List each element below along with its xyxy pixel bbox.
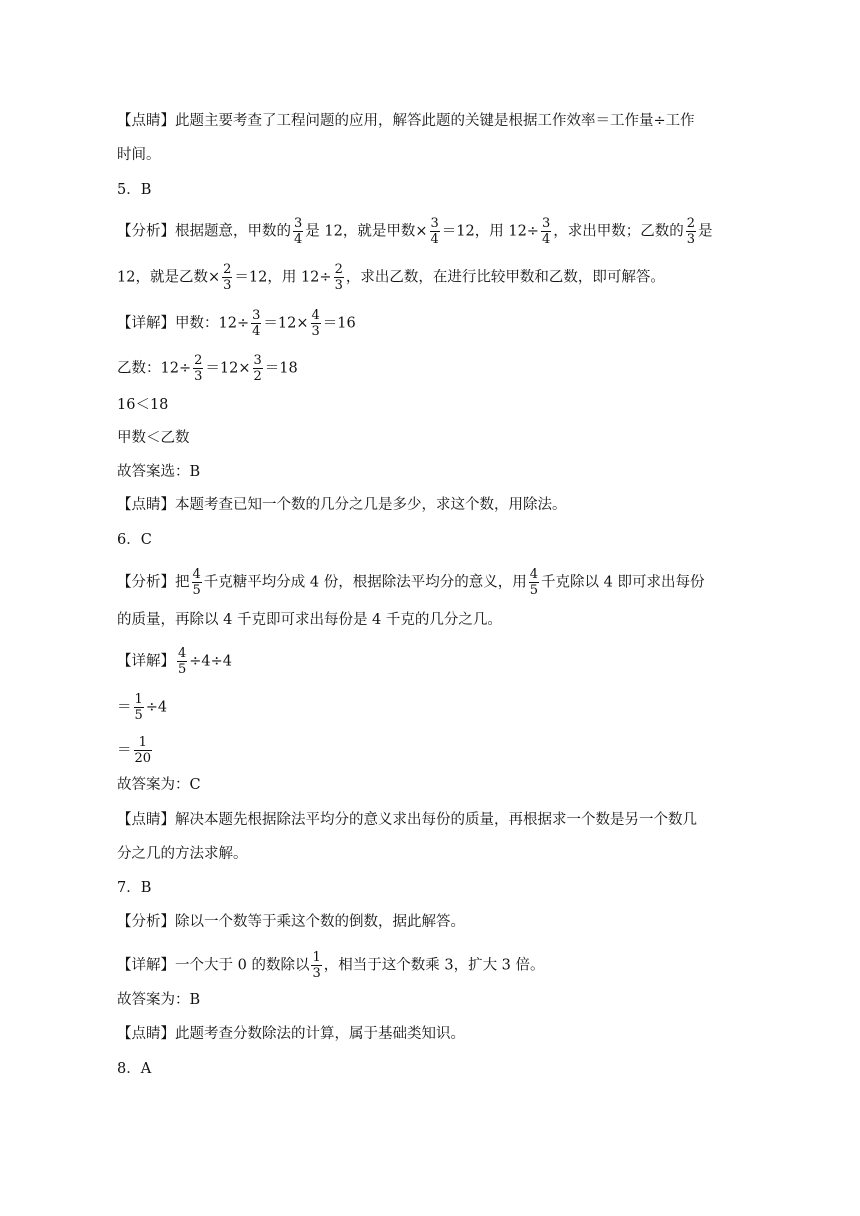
q5-fx2-c: ，求出乙数，在进行比较甲数和乙数，即可解答。 [345, 269, 665, 286]
numerator: 2 [223, 262, 232, 277]
q5-fx2-b: ＝12，用 12÷ [234, 269, 332, 286]
q6-xiangjie-line [117, 646, 232, 677]
denominator: 5 [178, 662, 187, 677]
fraction-4-5 [177, 646, 187, 677]
denominator: 5 [192, 583, 201, 598]
q5-fx-c: ＝12，用 12÷ [441, 223, 539, 240]
q5-answer: 故答案选：B [117, 464, 201, 480]
fraction-2-3 [334, 262, 344, 293]
q4-dianjing-line2: 时间。 [117, 147, 161, 163]
q7-xiangjie-line [117, 950, 545, 981]
fraction-4-5 [192, 567, 202, 598]
q5-yi-a: 乙数：12÷ [117, 360, 192, 377]
q7-heading: 7．B [117, 880, 152, 896]
q5-fx-b: 是 12，就是甲数× [305, 223, 428, 240]
fraction-1-5 [134, 692, 144, 723]
fraction-1-20 [134, 735, 153, 766]
numerator: 2 [194, 353, 203, 368]
q5-yi-line [117, 353, 298, 384]
q6-fx-c: 千克除以 4 即可求出每份 [541, 574, 705, 591]
q5-compare: 16＜18 [117, 397, 169, 413]
q5-fenxi-line1 [117, 216, 713, 247]
q6-dianjing-line2: 分之几的方法求解。 [117, 846, 248, 862]
fraction-2-3 [193, 353, 203, 384]
denominator: 3 [312, 966, 321, 981]
tag-xiangjie: 【详解】 [117, 315, 175, 332]
tag-xiangjie: 【详解】 [117, 653, 175, 670]
q5-fenxi-line2 [117, 262, 665, 293]
denominator: 3 [311, 324, 320, 339]
q5-xiangjie-line [117, 308, 356, 339]
q6-fx-a: 把 [175, 574, 190, 591]
fraction-3-4 [293, 216, 303, 247]
denominator: 4 [541, 232, 551, 247]
q6-fx-b: 千克糖平均分成 4 份，根据除法平均分的意义，用 [203, 574, 527, 591]
tag-fenxi: 【分析】 [117, 574, 175, 591]
fraction-3-4 [541, 216, 551, 247]
q6-step2-tail: ÷4 [145, 699, 168, 716]
fraction-1-3 [311, 950, 321, 981]
q6-dianjing-text1: 解决本题先根据除法平均分的意义求出每份的质量，再根据求一个数是另一个数几 [175, 812, 697, 828]
numerator: 2 [686, 216, 696, 231]
denominator: 3 [223, 278, 232, 293]
tag-dianjing: 【点睛】 [117, 113, 175, 129]
numerator: 1 [138, 735, 147, 750]
tag-fenxi: 【分析】 [117, 223, 175, 240]
numerator: 4 [529, 567, 539, 582]
fraction-4-3 [311, 308, 321, 339]
q5-dianjing [117, 495, 567, 515]
denominator: 3 [686, 232, 696, 247]
q5-xj-c: ＝16 [322, 315, 356, 332]
fraction-4-5 [529, 567, 539, 598]
q5-fx-e: 是 [698, 223, 713, 240]
q5-heading: 5．B [117, 182, 152, 198]
equals-sign: ＝ [117, 742, 132, 759]
fraction-3-4 [430, 216, 440, 247]
denominator: 3 [194, 369, 203, 384]
q6-fenxi-line1 [117, 567, 704, 598]
numerator: 4 [178, 646, 187, 661]
numerator: 2 [334, 262, 343, 277]
numerator: 3 [294, 216, 303, 231]
fraction-2-3 [686, 216, 696, 247]
q6-heading: 6．C [117, 532, 152, 548]
q4-dianjing-text1: 此题主要考查了工程问题的应用，解答此题的关键是根据工作效率＝工作量÷工作 [175, 113, 695, 129]
q4-dianjing-line1 [117, 111, 695, 131]
fraction-2-3 [222, 262, 232, 293]
q6-dianjing-line1 [117, 810, 697, 830]
q7-fx-text: 除以一个数等于乘这个数的倒数，据此解答。 [175, 914, 465, 930]
q5-xj-b: ＝12× [263, 315, 309, 332]
denominator: 4 [430, 232, 439, 247]
numerator: 4 [311, 308, 320, 323]
q8-heading: 8．A [117, 1061, 152, 1077]
q6-step3 [117, 735, 154, 766]
denominator: 3 [334, 278, 343, 293]
numerator: 3 [252, 308, 261, 323]
q7-answer: 故答案为：B [117, 992, 201, 1008]
denominator: 5 [134, 708, 143, 723]
q5-fx-a: 根据题意，甲数的 [175, 223, 291, 240]
q5-yi-b: ＝12× [205, 360, 251, 377]
q6-fenxi-line2: 的质量，再除以 4 千克即可求出每份是 4 千克的几分之几。 [117, 612, 502, 628]
tag-dianjing: 【点睛】 [117, 812, 175, 828]
tag-dianjing: 【点睛】 [117, 1026, 175, 1042]
equals-sign: ＝ [117, 699, 132, 716]
tag-dianjing: 【点睛】 [117, 497, 175, 513]
fraction-3-2 [253, 353, 263, 384]
numerator: 3 [430, 216, 439, 231]
q5-xj-a: 甲数：12÷ [175, 315, 250, 332]
numerator: 3 [253, 353, 262, 368]
denominator: 4 [294, 232, 303, 247]
q6-step2 [117, 692, 167, 723]
denominator: 20 [134, 751, 152, 766]
tag-xiangjie: 【详解】 [117, 957, 175, 974]
numerator: 4 [192, 567, 201, 582]
q7-xj-a: 一个大于 0 的数除以 [175, 957, 310, 974]
q7-fenxi [117, 912, 465, 932]
denominator: 2 [253, 369, 262, 384]
numerator: 1 [134, 692, 143, 707]
q5-yi-c: ＝18 [264, 360, 298, 377]
q5-conclusion: 甲数＜乙数 [117, 430, 190, 446]
q7-dianjing [117, 1024, 465, 1044]
tag-fenxi: 【分析】 [117, 914, 175, 930]
denominator: 5 [529, 583, 539, 598]
numerator: 1 [312, 950, 321, 965]
fraction-3-4 [251, 308, 261, 339]
q5-fx-d: ，求出甲数；乙数的 [553, 223, 684, 240]
q7-dianjing-text: 此题考查分数除法的计算，属于基础类知识。 [175, 1026, 465, 1042]
denominator: 4 [252, 324, 261, 339]
q6-answer: 故答案为：C [117, 777, 201, 793]
q6-xj-tail: ÷4÷4 [189, 653, 233, 670]
q7-xj-b: ，相当于这个数乘 3，扩大 3 倍。 [323, 957, 545, 974]
q5-dianjing-text: 本题考查已知一个数的几分之几是多少，求这个数，用除法。 [175, 497, 567, 513]
q5-fx2-a: 12，就是乙数× [117, 269, 221, 286]
numerator: 3 [541, 216, 551, 231]
